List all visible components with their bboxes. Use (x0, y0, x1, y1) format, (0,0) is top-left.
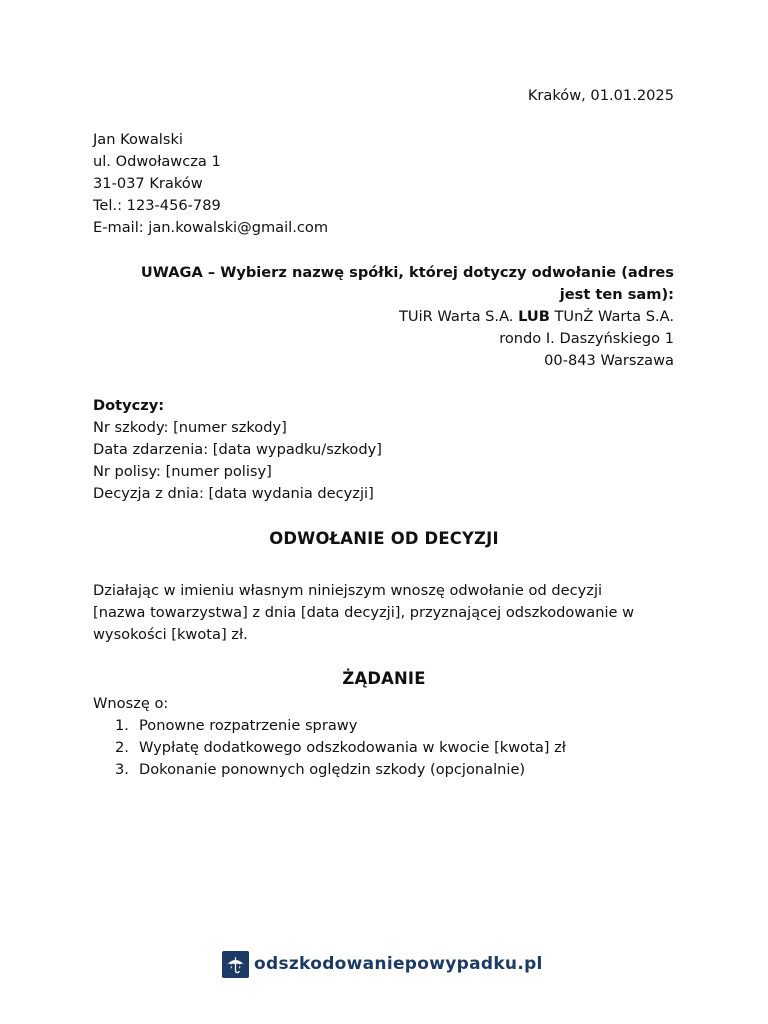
list-item-text: Ponowne rozpatrzenie sprawy (139, 717, 358, 734)
footer-logo (222, 950, 543, 978)
list-item-text: Dokonanie ponownych oględzin szkody (opcjonalnie) (139, 761, 526, 778)
umbrella-icon (222, 951, 249, 978)
policy-number: Nr polisy: [numer polisy] (93, 463, 272, 480)
event-date: Data zdarzenia: [data wypadku/szkody] (93, 441, 382, 458)
logo-text: odszkodowaniepowypadku.pl (254, 954, 543, 974)
sender-street: ul. Odwoławcza 1 (93, 153, 221, 170)
list-item-number: 2. (115, 739, 129, 756)
recipient-city: 00-843 Warszawa (544, 352, 674, 369)
recipient-note-line1: UWAGA – Wybierz nazwę spółki, której dotyczy odwołanie (adres (140, 264, 674, 281)
decision-date: Decyzja z dnia: [data wydania decyzji] (93, 485, 374, 502)
recipient-street: rondo I. Daszyńskiego 1 (499, 330, 674, 347)
company-b: TUnŻ Warta S.A. (554, 308, 674, 325)
list-item-number: 3. (115, 761, 129, 778)
list-item-number: 1. (115, 717, 129, 734)
claim-number: Nr szkody: [numer szkody] (93, 419, 287, 436)
list-item-text: Wypłatę dodatkowego odszkodowania w kwocie [kwota] zł (139, 739, 566, 756)
recipient-note-line2: jest ten sam): (559, 286, 674, 303)
body-line-1: Działając w imieniu własnym niniejszym wnoszę odwołanie od decyzji (93, 582, 603, 599)
body-line-3: wysokości [kwota] zł. (93, 626, 248, 643)
sender-phone: Tel.: 123-456-789 (93, 197, 221, 214)
sender-email: E-mail: jan.kowalski@gmail.com (93, 219, 329, 236)
demand-heading: ŻĄDANIE (342, 669, 426, 688)
or-word: LUB (518, 308, 550, 325)
place-date: Kraków, 01.01.2025 (527, 87, 674, 104)
sender-city: 31-037 Kraków (93, 175, 203, 192)
sender-name: Jan Kowalski (93, 131, 183, 148)
recipient-companies (399, 306, 674, 328)
demand-intro: Wnoszę o: (93, 695, 169, 712)
regarding-label: Dotyczy: (93, 397, 165, 414)
document-title: ODWOŁANIE OD DECYZJI (269, 529, 499, 548)
body-line-2: [nazwa towarzystwa] z dnia [data decyzji], przyznającej odszkodowanie w (93, 604, 635, 621)
company-a: TUiR Warta S.A. (399, 308, 514, 325)
